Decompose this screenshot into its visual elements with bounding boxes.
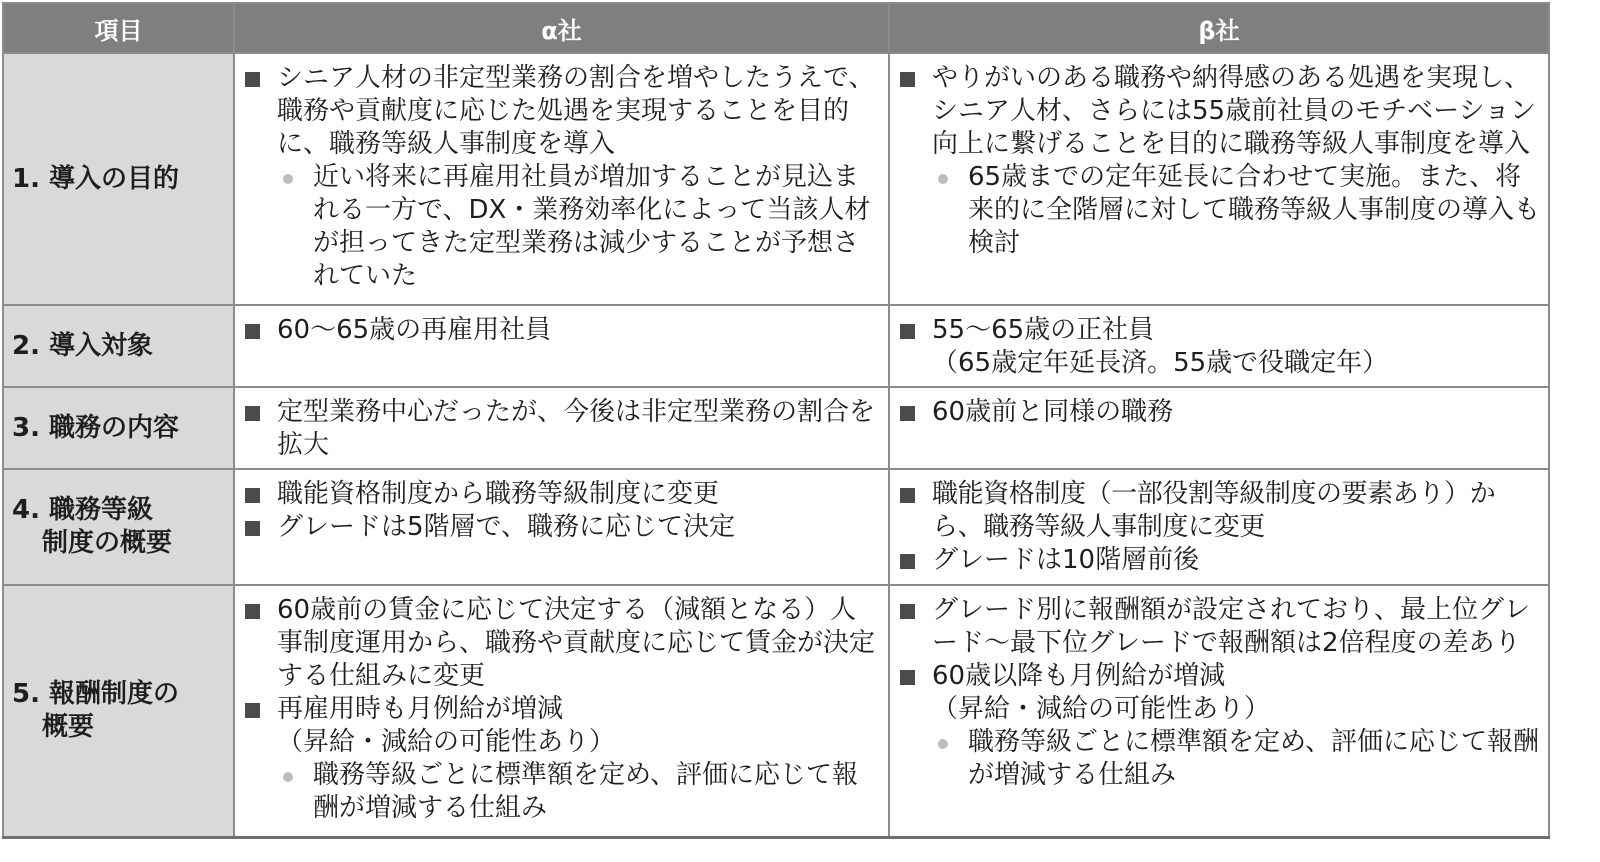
alpha-cell <box>234 585 889 837</box>
row-compensation <box>3 585 1549 837</box>
alpha-cell <box>234 305 889 387</box>
row-label-line: 制度の概要 <box>42 528 173 558</box>
bullet-item: 60歳前の賃金に応じて決定する（減額となる）人事制度運用から、職務や貢献度に応じて賃金が決定する仕組みに変更 <box>243 594 882 693</box>
sub-bullet-item: 65歳までの定年延長に合わせて実施。また、将来的に全階層に対して職務等級人事制度の導入も検討 <box>898 161 1542 260</box>
note-text: （昇給・減給の可能性あり） <box>932 694 1271 724</box>
bullet-item: グレードは5階層で、職務に応じて決定 <box>243 511 882 544</box>
beta-cell <box>889 305 1549 387</box>
header-alpha: α社 <box>234 3 889 53</box>
row-label: 3. 職務の内容 <box>3 387 234 469</box>
comparison-table <box>2 2 1550 839</box>
row-label: 2. 導入対象 <box>3 305 234 387</box>
sub-bullet-item: 職務等級ごとに標準額を定め、評価に応じて報酬が増減する仕組み <box>898 726 1542 792</box>
beta-cell <box>889 387 1549 469</box>
sub-bullet-item: 職務等級ごとに標準額を定め、評価に応じて報酬が増減する仕組み <box>243 759 882 825</box>
row-label <box>3 469 234 585</box>
bullet-item: 60歳前と同様の職務 <box>898 396 1542 429</box>
note-text: （65歳定年延長済。55歳で役職定年） <box>932 348 1389 378</box>
beta-cell <box>889 585 1549 837</box>
bullet-item: やりがいのある職務や納得感のある処遇を実現し、シニア人材、さらには55歳前社員のモチベーション向上に繋げることを目的に職務等級人事制度を導入 <box>898 62 1542 161</box>
bullet-item: 再雇用時も月例給が増減 <box>243 693 882 726</box>
bullet-item: シニア人材の非定型業務の割合を増やしたうえで、職務や貢献度に応じた処遇を実現することを目的に、職務等級人事制度を導入 <box>243 62 882 161</box>
note-text: （昇給・減給の可能性あり） <box>277 727 616 757</box>
row-target <box>3 305 1549 387</box>
header-beta: β社 <box>889 3 1549 53</box>
header-item: 項目 <box>3 3 234 53</box>
alpha-cell <box>234 387 889 469</box>
bullet-item: グレードは10階層前後 <box>898 544 1542 577</box>
row-label-line: 5. 報酬制度の <box>12 678 180 709</box>
bullet-item: 職能資格制度（一部役割等級制度の要素あり）から、職務等級人事制度に変更 <box>898 478 1542 544</box>
row-label <box>3 585 234 837</box>
row-label: 1. 導入の目的 <box>3 53 234 305</box>
sub-bullet-item: 近い将来に再雇用社員が増加することが見込まれる一方で、DX・業務効率化によって当該人材が担ってきた定型業務は減少することが予想されていた <box>243 161 882 293</box>
beta-cell <box>889 469 1549 585</box>
bullet-item: 55～65歳の正社員 <box>898 314 1542 347</box>
bullet-item: 定型業務中心だったが、今後は非定型業務の割合を拡大 <box>243 396 882 462</box>
beta-cell <box>889 53 1549 305</box>
row-duties <box>3 387 1549 469</box>
row-label-line: 概要 <box>42 711 95 742</box>
alpha-cell <box>234 53 889 305</box>
header-row <box>3 3 1549 53</box>
bullet-item: 60歳以降も月例給が増減 <box>898 660 1542 693</box>
row-label-line: 4. 職務等級 <box>12 495 154 525</box>
bullet-item: 職能資格制度から職務等級制度に変更 <box>243 478 882 511</box>
alpha-cell <box>234 469 889 585</box>
row-purpose <box>3 53 1549 305</box>
row-grade-system <box>3 469 1549 585</box>
bullet-item: 60～65歳の再雇用社員 <box>243 314 882 347</box>
bullet-item: グレード別に報酬額が設定されており、最上位グレード～最下位グレードで報酬額は2倍程度の差あり <box>898 594 1542 660</box>
